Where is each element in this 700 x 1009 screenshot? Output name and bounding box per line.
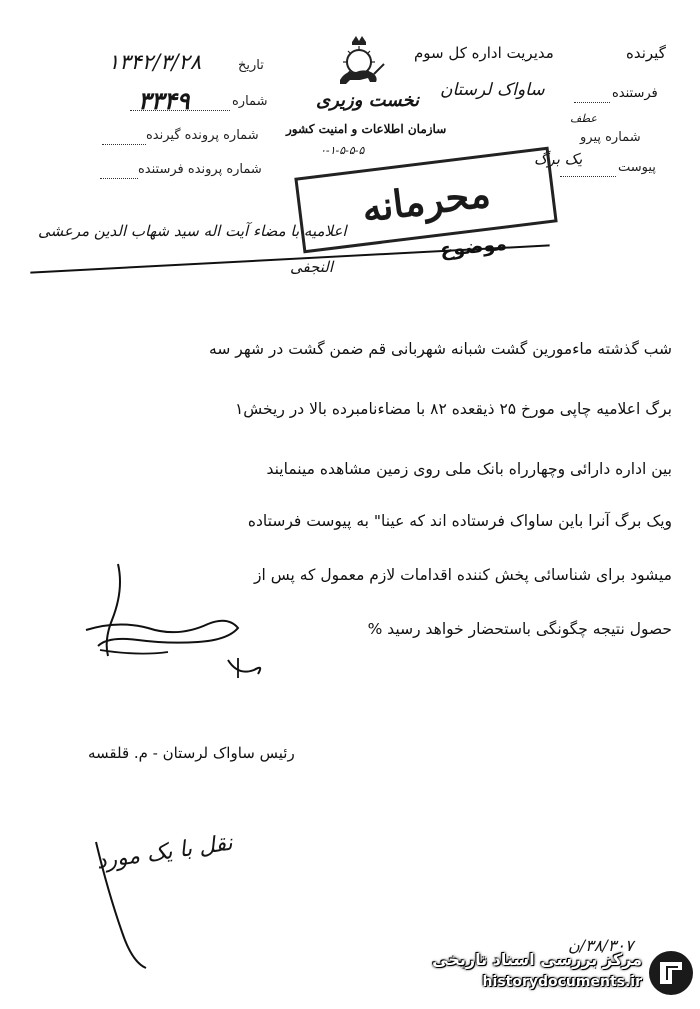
body-line-2: برگ اعلامیه چاپی مورخ ۲۵ ذیقعده ۸۲ با مضاءنامبرده بالا در ریخش۱	[234, 400, 672, 418]
handwritten-signature	[78, 560, 278, 690]
handwritten-note-stroke	[86, 812, 206, 982]
sender-dotted-line	[574, 102, 610, 103]
sender-file-dotted-line	[100, 178, 138, 179]
emblem-code: ۰-۱-۵-۵-۵	[320, 144, 365, 157]
body-line-6: حصول نتیجه چگونگی باستحضار خواهد رسید %	[367, 620, 672, 638]
emblem-org-name: سازمان اطلاعات و امنیت کشور	[286, 122, 447, 136]
attachment-value: یک برگ	[534, 150, 583, 168]
body-line-4: ویک برگ آنرا باین ساواک فرستاده اند که عینا" به پیوست فرستاده	[247, 512, 672, 530]
body-line-1: شب گذشته ماءمورین گشت شبانه شهربانی قم ضمن گشت در شهر سه	[209, 340, 672, 358]
confidential-stamp: محرمانه	[294, 147, 557, 254]
sender-label: فرستنده	[612, 86, 658, 101]
subject-line-1: اعلامیه با مضاء آیت اله سید شهاب الدین مرعشی	[38, 222, 347, 240]
ref-note: عطف	[570, 112, 597, 125]
subject-label: موضوع	[439, 232, 508, 262]
date-value: ۱۳۴۲/۳/۲۸	[108, 50, 202, 74]
recipient-value: مدیریت اداره کل سوم	[414, 44, 554, 62]
footer-org-name: مرکز بررسی اسناد تاریخی	[432, 950, 642, 969]
archive-reference: ۳۸/۳۰۷/ن	[568, 936, 634, 955]
attachment-dotted-line	[560, 176, 616, 177]
recipient-label: گیرنده	[626, 44, 666, 62]
footer-watermark	[416, 944, 696, 1004]
recipient-file-label: شماره پرونده گیرنده	[146, 128, 259, 143]
body-line-3: بین اداره دارائی وچهارراه بانک ملی روی زمین مشاهده مینمایند	[266, 460, 672, 478]
number-dotted-line	[130, 110, 230, 111]
number-value: ۳۳۴۹	[138, 86, 190, 115]
body-line-5: میشود برای شناسائی پخش کننده اقدامات لازم معمول که پس از	[254, 566, 672, 584]
number-label: شماره	[232, 94, 268, 109]
lion-and-sun-emblem-icon	[330, 34, 388, 88]
archive-logo-icon	[646, 948, 696, 998]
sender-file-label: شماره پرونده فرستنده	[138, 162, 262, 177]
recipient-file-dotted-line	[102, 144, 146, 145]
ref-label: شماره پیرو	[580, 130, 641, 145]
subject-line-2: النجفی	[290, 258, 334, 276]
signatory-line: رئیس ساواک لرستان - م. قلقسه	[88, 744, 295, 762]
date-label: تاریخ	[238, 58, 264, 73]
attachment-label: پیوست	[618, 160, 656, 175]
footer-site: historydocuments.ir	[482, 974, 642, 990]
emblem-title: نخست وزیری	[316, 90, 420, 111]
handwritten-note: نقل با یک مورد	[94, 830, 235, 875]
sender-value: ساواک لرستان	[440, 80, 545, 100]
